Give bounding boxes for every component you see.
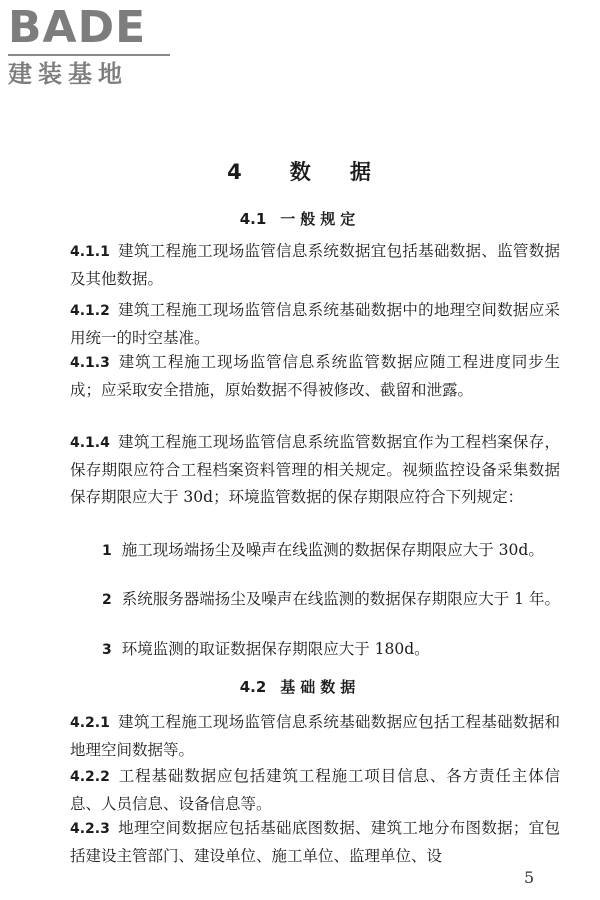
- clause-4-1-3: [70, 349, 560, 404]
- clause-4-2-1: [70, 709, 560, 764]
- clause-text: 建筑工程施工现场监管信息系统数据宜包括基础数据、监管数据及其他数据。: [70, 242, 560, 288]
- section-heading-4-2: [0, 675, 600, 699]
- chapter-title: 数 据: [289, 160, 373, 184]
- clause-text: 建筑工程施工现场监管信息系统基础数据应包括工程基础数据和地理空间数据等。: [70, 713, 560, 759]
- clause-text: 建筑工程施工现场监管信息系统基础数据中的地理空间数据应采用统一的时空基准。: [70, 301, 560, 347]
- item-number: 3: [102, 642, 112, 658]
- section-title: 基础数据: [280, 678, 361, 696]
- item-number: 1: [102, 543, 112, 559]
- logo-brand-text: BADE: [8, 2, 147, 53]
- item-text: 环境监测的取证数据保存期限应大于 180d。: [121, 640, 430, 658]
- list-item: [70, 586, 560, 614]
- logo-subtitle: 建装基地: [8, 60, 128, 88]
- clause-number: 4.1.3: [70, 355, 110, 371]
- section-number: 4.1: [239, 210, 267, 228]
- clause-4-1-4: [70, 429, 560, 511]
- clause-number: 4.2.2: [70, 769, 110, 785]
- chapter-heading: [0, 157, 600, 187]
- clause-4-2-2: [70, 763, 560, 818]
- item-text: 施工现场端扬尘及噪声在线监测的数据保存期限应大于 30d。: [121, 541, 544, 559]
- clause-number: 4.1.4: [70, 435, 110, 451]
- clause-number: 4.2.1: [70, 715, 110, 731]
- logo-divider: [8, 54, 170, 56]
- section-number: 4.2: [239, 678, 267, 696]
- list-item: [70, 636, 560, 664]
- clause-number: 4.2.3: [70, 821, 110, 837]
- clause-number: 4.1.2: [70, 303, 110, 319]
- clause-text: 地理空间数据应包括基础底图数据、建筑工地分布图数据；宜包括建设主管部门、建设单位、施工单位、监理单位、设: [70, 819, 560, 865]
- clause-text: 建筑工程施工现场监管信息系统监管数据宜作为工程档案保存，保存期限应符合工程档案资料管理的相关规定。视频监控设备采集数据保存期限应大于 30d；环境监管数据的保存期限应符合下列规定：: [70, 433, 560, 506]
- section-heading-4-1: [0, 207, 600, 231]
- clause-text: 工程基础数据应包括建筑工程施工项目信息、各方责任主体信息、人员信息、设备信息等。: [70, 767, 560, 813]
- page-number: 5: [524, 868, 535, 887]
- item-number: 2: [102, 592, 112, 608]
- item-text: 系统服务器端扬尘及噪声在线监测的数据保存期限应大于 1 年。: [121, 590, 560, 608]
- publisher-logo: [8, 2, 178, 88]
- list-item: [70, 537, 560, 565]
- clause-4-1-2: [70, 297, 560, 352]
- chapter-number: 4: [227, 160, 244, 184]
- clause-4-1-1: [70, 238, 560, 293]
- section-title: 一般规定: [280, 210, 361, 228]
- clause-4-2-3: [70, 815, 560, 870]
- clause-number: 4.1.1: [70, 244, 110, 260]
- clause-text: 建筑工程施工现场监管信息系统监管数据应随工程进度同步生成；应采取安全措施，原始数据不得被修改、截留和泄露。: [70, 353, 560, 399]
